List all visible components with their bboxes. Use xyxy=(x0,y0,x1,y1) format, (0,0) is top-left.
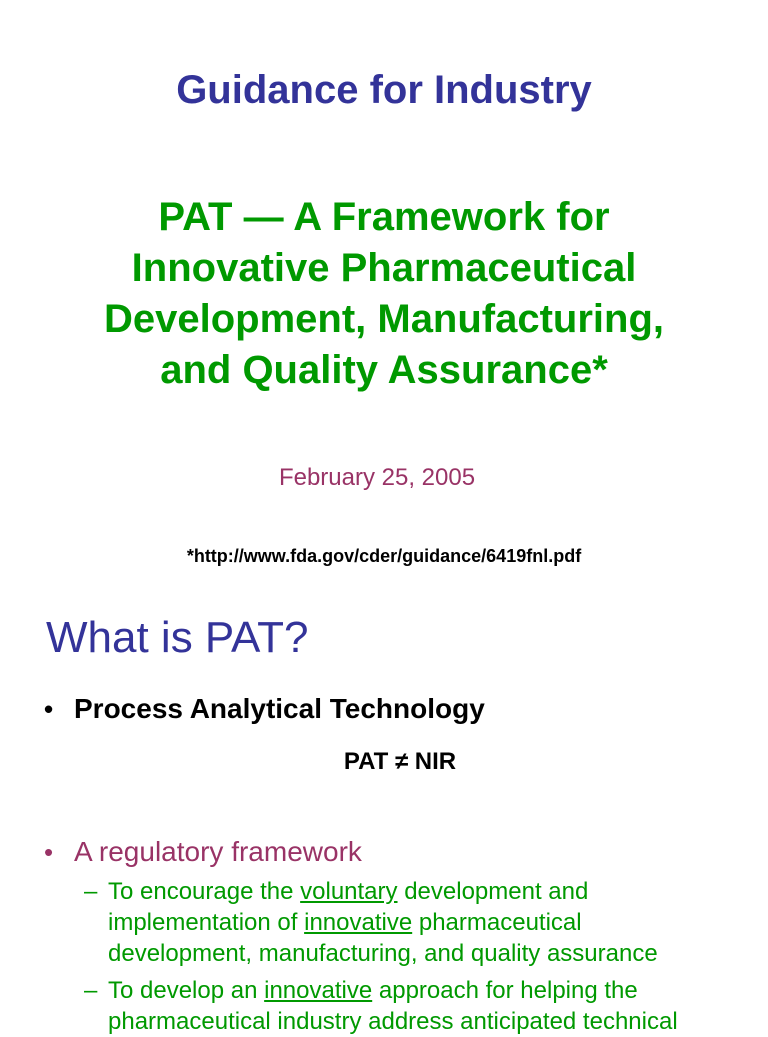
sub-line xyxy=(108,876,658,907)
sub-bullet-item xyxy=(84,876,754,969)
bullet-item xyxy=(44,836,362,868)
dash-icon: – xyxy=(84,977,98,1004)
text-run: To encourage the xyxy=(108,878,301,905)
underlined-text: voluntary xyxy=(300,878,398,905)
text-run: To develop an xyxy=(108,977,265,1004)
pat-not-nir-text: PAT ≠ NIR xyxy=(343,748,457,775)
document-title xyxy=(60,192,708,396)
sub-line xyxy=(108,907,658,938)
bullet-icon: • xyxy=(44,837,54,867)
sub-line xyxy=(108,975,678,1006)
underlined-text: innovative xyxy=(264,977,373,1004)
what-is-pat-slide xyxy=(0,590,768,1035)
date-text: February 25, 2005 xyxy=(278,464,476,491)
bullet-item xyxy=(44,693,485,725)
text-run: implementation of xyxy=(108,909,305,936)
underlined-text: innovative xyxy=(304,909,413,936)
slide-title: What is PAT? xyxy=(46,613,309,662)
sub-bullet-text xyxy=(108,975,678,1037)
title-line-1: PAT — A Framework for xyxy=(158,195,610,239)
dash-icon: – xyxy=(84,878,98,905)
title-line-2: Innovative Pharmaceutical xyxy=(131,246,637,290)
text-run: development and xyxy=(397,878,589,905)
bullet-text: A regulatory framework xyxy=(74,836,362,867)
title-line-4: and Quality Assurance* xyxy=(160,348,608,392)
text-run: pharmaceutical xyxy=(412,909,582,936)
bullet-icon: • xyxy=(44,694,54,724)
sub-bullet-text xyxy=(108,876,658,969)
guidance-title: Guidance for Industry xyxy=(176,68,592,112)
text-run: approach for helping the xyxy=(372,977,638,1004)
footnote-url: *http://www.fda.gov/cder/guidance/6419fnl.pdf xyxy=(186,546,582,566)
bullet-text: Process Analytical Technology xyxy=(74,693,485,724)
sub-bullet-item xyxy=(84,975,754,1037)
sub-line: pharmaceutical industry address anticipated technical xyxy=(108,1008,678,1035)
title-line-3: Development, Manufacturing, xyxy=(103,297,665,341)
sub-line: development, manufacturing, and quality assurance xyxy=(108,940,658,967)
